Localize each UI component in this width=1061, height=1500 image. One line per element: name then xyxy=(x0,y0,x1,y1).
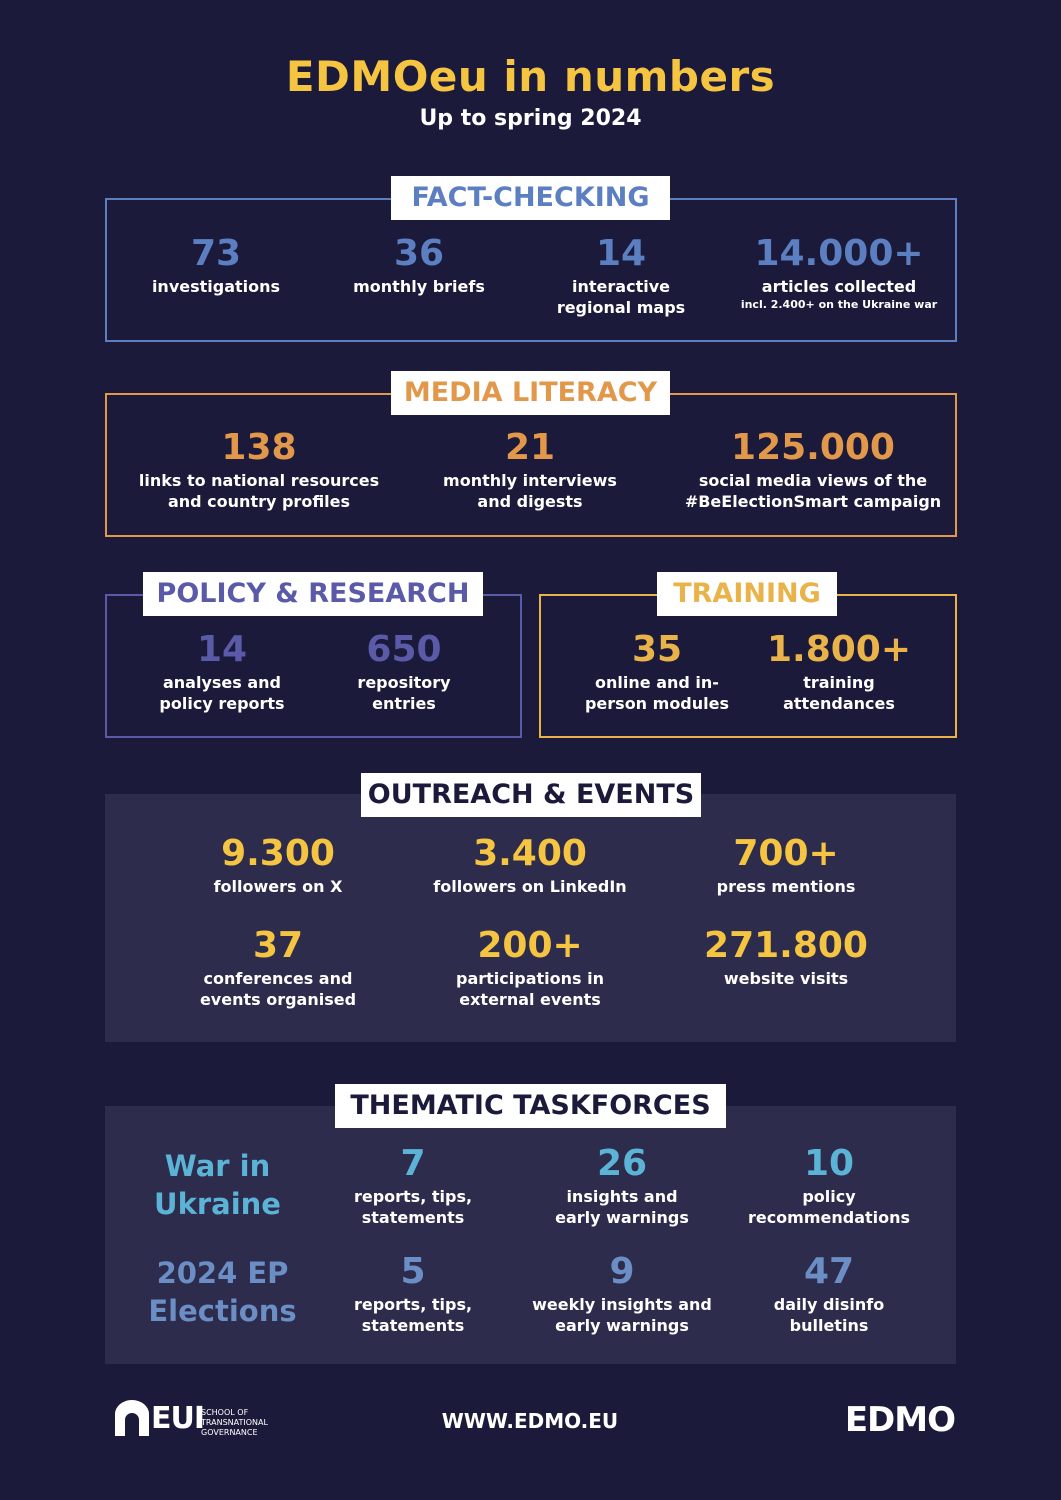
stat-desc-2: bulletins xyxy=(789,1316,869,1335)
policy-research-label: POLICY & RESEARCH xyxy=(143,572,483,616)
media-stat-links xyxy=(119,428,399,512)
stat-desc-2: statements xyxy=(361,1208,465,1227)
taskforce-name-line2: Elections xyxy=(148,1294,297,1328)
stat-value: 21 xyxy=(504,427,556,468)
stat-desc: monthly briefs xyxy=(353,277,485,296)
training-stat-attendances xyxy=(749,630,929,714)
fact-checking-label: FACT-CHECKING xyxy=(391,176,670,220)
stat-desc-2: entries xyxy=(372,694,436,713)
stat-desc-2: and country profiles xyxy=(167,492,351,511)
stat-desc: training xyxy=(803,673,875,692)
fact-stat-articles xyxy=(723,234,955,312)
taskforces-label: THEMATIC TASKFORCES xyxy=(335,1084,726,1128)
taskforce-ukraine-title xyxy=(120,1147,315,1223)
edmo-logo: EDMO xyxy=(844,1400,955,1440)
ukraine-stat-insights xyxy=(517,1144,727,1228)
stat-value: 1.800+ xyxy=(766,629,912,670)
stat-desc-2: early warnings xyxy=(555,1208,689,1227)
stat-value: 9 xyxy=(609,1251,635,1292)
stat-value: 36 xyxy=(393,233,445,274)
stat-value: 9.300 xyxy=(221,833,335,874)
elections-stat-weekly xyxy=(517,1252,727,1336)
stat-desc: conferences and xyxy=(203,969,353,988)
training-label: TRAINING xyxy=(657,572,837,616)
fact-stat-investigations xyxy=(116,234,316,297)
outreach-stat-x xyxy=(163,834,393,897)
eui-school-text xyxy=(201,1408,268,1438)
ukraine-stat-reports xyxy=(323,1144,503,1228)
outreach-stat-conferences xyxy=(163,926,393,1010)
stat-desc: followers on X xyxy=(213,877,343,896)
stat-desc-2: recommendations xyxy=(747,1208,911,1227)
fact-stat-briefs xyxy=(319,234,519,297)
stat-desc-2: external events xyxy=(459,990,601,1009)
stat-value: 14.000+ xyxy=(754,233,924,274)
stat-desc: daily disinfo xyxy=(773,1295,885,1314)
eui-arch-icon xyxy=(115,1400,149,1436)
stat-value: 138 xyxy=(221,427,297,468)
outreach-stat-participations xyxy=(410,926,650,1010)
stat-value: 200+ xyxy=(477,925,583,966)
stat-desc: repository xyxy=(357,673,451,692)
stat-value: 73 xyxy=(190,233,242,274)
stat-desc: website visits xyxy=(723,969,849,988)
stat-desc: weekly insights and xyxy=(532,1295,712,1314)
stat-value: 650 xyxy=(366,629,442,670)
stat-value: 10 xyxy=(803,1143,855,1184)
eui-line-2: TRANSNATIONAL xyxy=(201,1418,268,1427)
fact-stat-maps xyxy=(521,234,721,318)
stat-value: 47 xyxy=(803,1251,855,1292)
eui-wordmark: EUI xyxy=(151,1401,205,1436)
stat-desc: insights and xyxy=(566,1187,678,1206)
media-stat-interviews xyxy=(410,428,650,512)
stat-value: 14 xyxy=(196,629,248,670)
stat-value: 37 xyxy=(252,925,304,966)
eui-line-3: GOVERNANCE xyxy=(201,1428,258,1437)
stat-desc-2: early warnings xyxy=(555,1316,689,1335)
stat-desc: online and in- xyxy=(595,673,719,692)
stat-desc: links to national resources xyxy=(138,471,380,490)
stat-desc-2: attendances xyxy=(783,694,895,713)
elections-stat-reports xyxy=(323,1252,503,1336)
stat-value: 125.000 xyxy=(731,427,895,468)
stat-desc: investigations xyxy=(151,277,281,296)
elections-stat-bulletins xyxy=(729,1252,929,1336)
stat-desc-2: person modules xyxy=(584,694,730,713)
page-subtitle: Up to spring 2024 xyxy=(419,106,642,131)
stat-desc-2: statements xyxy=(361,1316,465,1335)
stat-desc-2: and digests xyxy=(477,492,583,511)
outreach-stat-linkedin xyxy=(410,834,650,897)
stat-value: 3.400 xyxy=(473,833,587,874)
stat-value: 35 xyxy=(631,629,683,670)
stat-value: 14 xyxy=(595,233,647,274)
taskforce-name-line1: 2024 EP xyxy=(156,1256,289,1290)
stat-desc: policy xyxy=(802,1187,856,1206)
stat-value: 26 xyxy=(596,1143,648,1184)
policy-stat-analyses xyxy=(132,630,312,714)
taskforce-elections-title xyxy=(120,1254,325,1330)
stat-desc-2: policy reports xyxy=(159,694,285,713)
stat-note: incl. 2.400+ on the Ukraine war xyxy=(740,298,938,311)
media-literacy-label: MEDIA LITERACY xyxy=(391,371,670,415)
stat-desc-2: #BeElectionSmart campaign xyxy=(684,492,942,511)
stat-desc: analyses and xyxy=(162,673,281,692)
training-stat-modules xyxy=(567,630,747,714)
stat-desc: articles collected xyxy=(761,277,917,296)
stat-desc: reports, tips, xyxy=(353,1187,473,1206)
eui-logo xyxy=(115,1400,275,1440)
website-link[interactable]: WWW.EDMO.EU xyxy=(441,1409,619,1433)
stat-desc: reports, tips, xyxy=(353,1295,473,1314)
ukraine-stat-policy xyxy=(729,1144,929,1228)
policy-stat-repository xyxy=(314,630,494,714)
outreach-stat-press xyxy=(671,834,901,897)
outreach-stat-visits xyxy=(671,926,901,989)
stat-value: 5 xyxy=(400,1251,426,1292)
media-stat-views xyxy=(668,428,958,512)
taskforce-name-line2: Ukraine xyxy=(154,1187,281,1221)
taskforce-name-line1: War in xyxy=(164,1149,271,1183)
stat-desc: followers on LinkedIn xyxy=(433,877,627,896)
stat-desc-2: regional maps xyxy=(556,298,686,317)
stat-value: 271.800 xyxy=(704,925,868,966)
stat-value: 700+ xyxy=(733,833,839,874)
stat-desc: participations in xyxy=(456,969,604,988)
stat-desc: monthly interviews xyxy=(443,471,617,490)
page-title: EDMOeu in numbers xyxy=(285,52,776,101)
outreach-label: OUTREACH & EVENTS xyxy=(361,773,701,817)
stat-desc: social media views of the xyxy=(698,471,928,490)
eui-line-1: SCHOOL OF xyxy=(201,1408,249,1417)
stat-desc: press mentions xyxy=(716,877,856,896)
stat-desc: interactive xyxy=(572,277,670,296)
stat-desc-2: events organised xyxy=(199,990,357,1009)
stat-value: 7 xyxy=(400,1143,426,1184)
